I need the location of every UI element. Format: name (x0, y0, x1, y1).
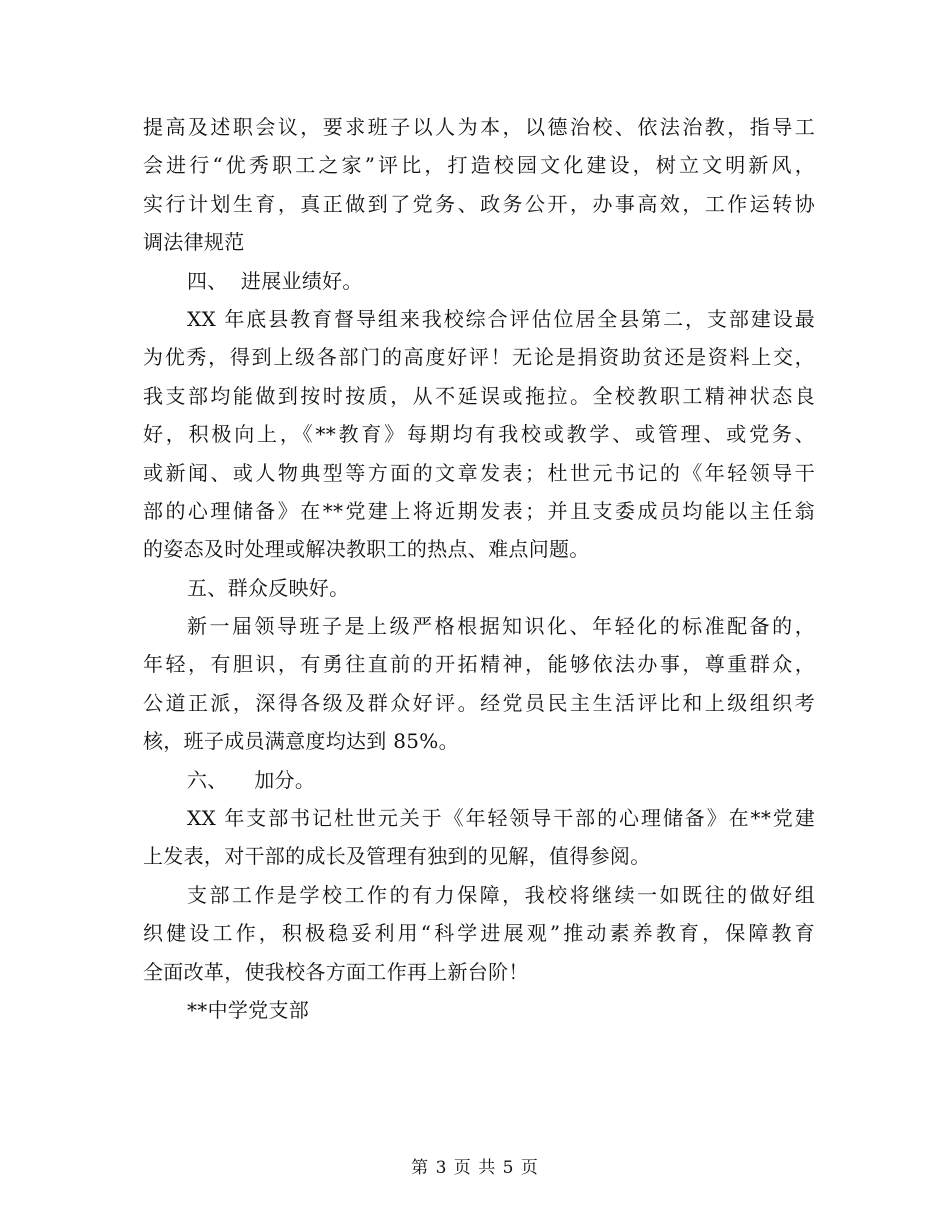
text-line: 部的心理储备》在**党建上将近期发表；并且支委成员均能以主任翁 (143, 498, 815, 523)
heading-text: 五、群众反映好。 (187, 575, 350, 600)
section-heading-4 (143, 262, 815, 300)
text-line: 的姿态及时处理或解决教职工的热点、难点问题。 (143, 537, 590, 562)
paragraph-evaluation (143, 300, 815, 569)
document-body (143, 108, 815, 1029)
text-line: XX 年支部书记杜世元关于《年轻领导干部的心理储备》在**党建 (187, 806, 815, 831)
paragraph-conclusion (143, 876, 815, 991)
text-line: 提高及述职会议，要求班子以人为本，以德治校、依法治教，指导工 (143, 115, 815, 139)
text-line: 好，积极向上，《**教育》每期均有我校或教学、或管理、或党务、 (143, 422, 815, 447)
section-heading-6 (143, 761, 815, 799)
heading-text: 六、 加分。 (187, 767, 316, 792)
paragraph-leadership (143, 607, 815, 761)
text-line: 调法律规范 (143, 230, 245, 255)
text-line: 实行计划生育，真正做到了党务、政务公开，办事高效，工作运转协 (143, 191, 815, 216)
signature (143, 991, 815, 1029)
text-line: XX 年底县教育督导组来我校综合评估位居全县第二，支部建设最 (187, 306, 815, 331)
paragraph-continuation (143, 108, 815, 262)
page-number: 第 3 页 共 5 页 (411, 1158, 539, 1178)
text-line: 为优秀，得到上级各部门的高度好评！无论是捐资助贫还是资料上交， (143, 345, 815, 370)
text-line: 会进行“优秀职工之家”评比，打造校园文化建设，树立文明新风， (143, 153, 815, 178)
text-line: 我支部均能做到按时按质，从不延误或拖拉。全校教职工精神状态良 (143, 383, 815, 408)
text-line: 新一届领导班子是上级严格根据知识化、年轻化的标准配备的， (187, 614, 815, 639)
text-line: 支部工作是学校工作的有力保障，我校将继续一如既往的做好组 (187, 882, 815, 907)
text-line: 核，班子成员满意度均达到 85%。 (143, 729, 459, 754)
section-heading-5 (143, 569, 815, 607)
text-line: 织健设工作，积极稳妥利用“科学进展观”推动素养教育，保障教育 (143, 921, 815, 946)
text-line: 或新闻、或人物典型等方面的文章发表；杜世元书记的《年轻领导干 (143, 460, 815, 485)
text-line: 全面改革，使我校各方面工作再上新台阶！ (143, 959, 529, 984)
paragraph-bonus (143, 799, 815, 876)
text-line: 上发表，对干部的成长及管理有独到的见解，值得参阅。 (143, 844, 651, 869)
text-line: 公道正派，深得各级及群众好评。经党员民主生活评比和上级组织考 (143, 690, 815, 715)
heading-text: 四、 进展业绩好。 (187, 268, 363, 293)
signature-text: **中学党支部 (187, 997, 310, 1022)
text-line: 年轻，有胆识，有勇往直前的开拓精神，能够依法办事，尊重群众， (143, 652, 815, 677)
